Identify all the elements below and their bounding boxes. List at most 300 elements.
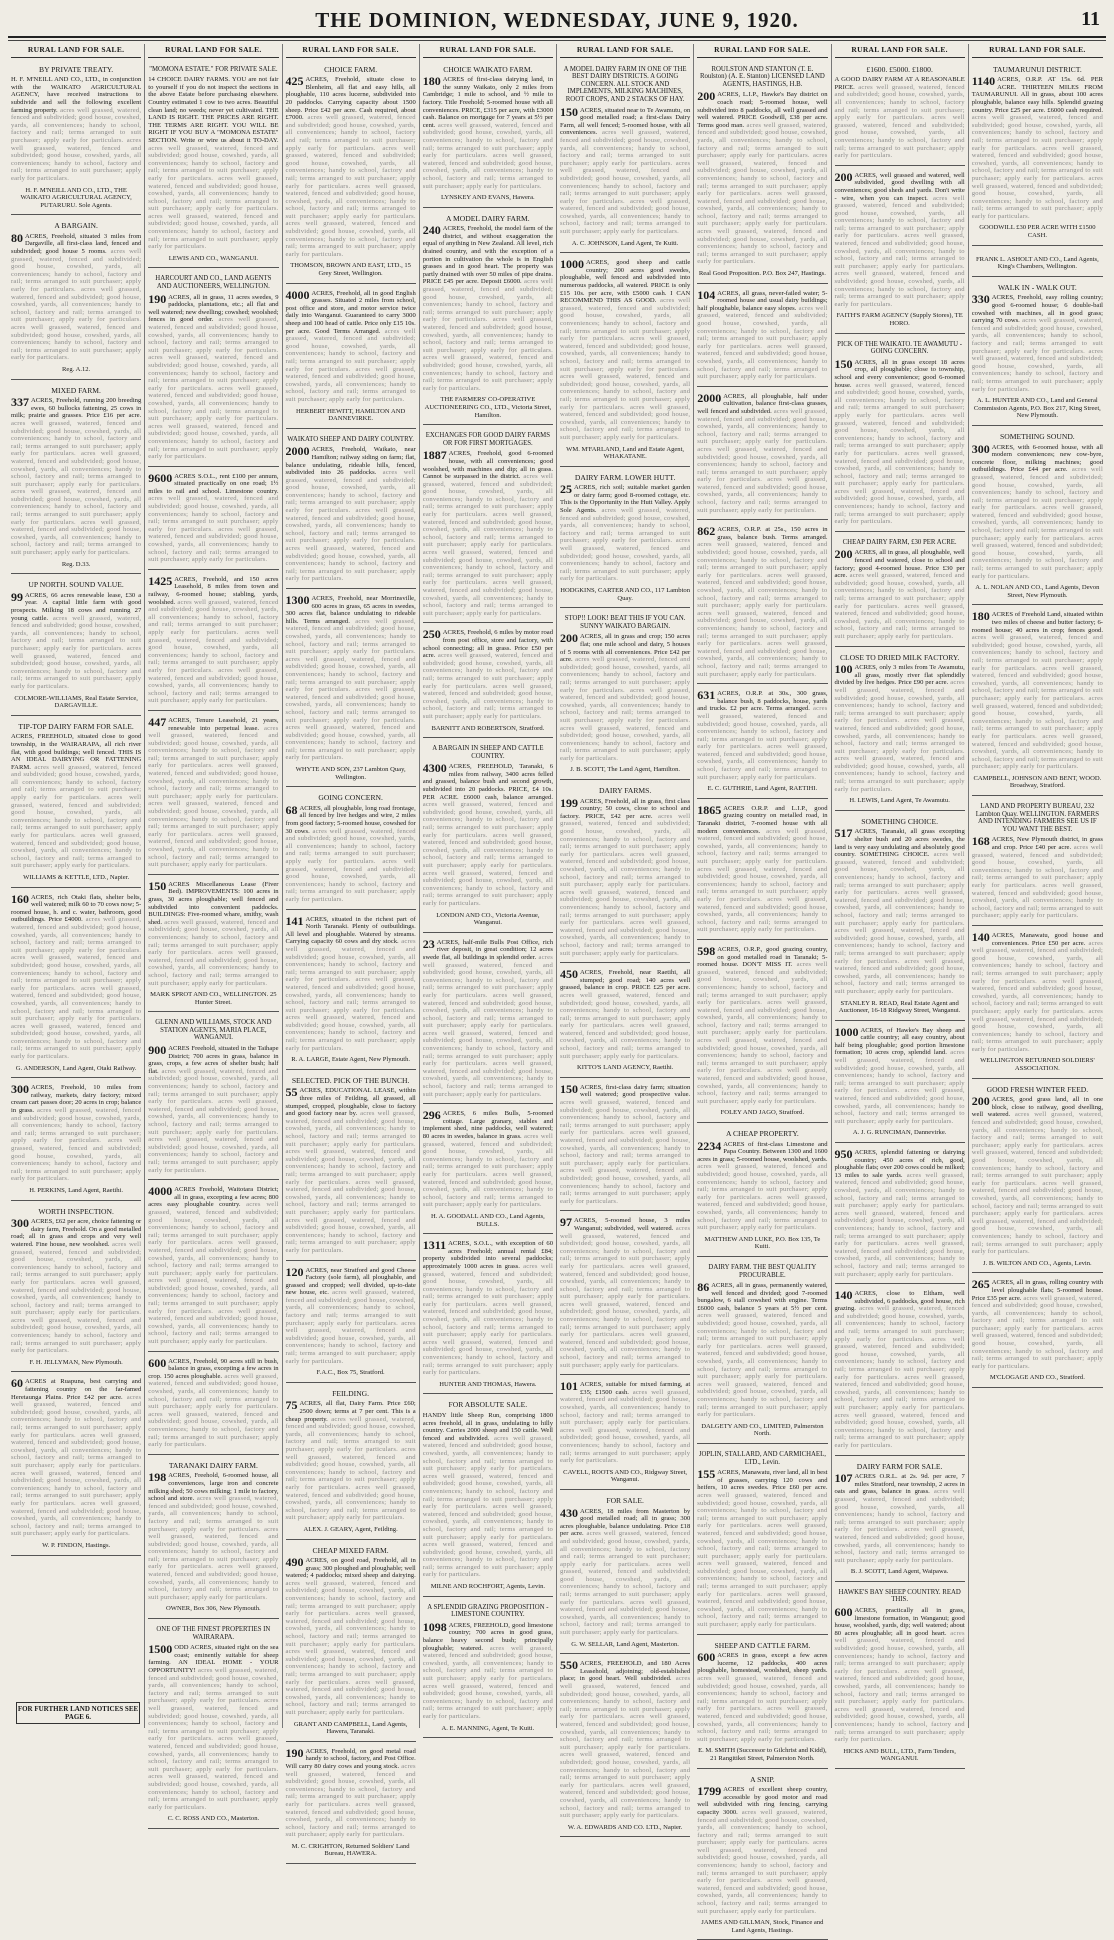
ad-acreage: 168 bbox=[971, 834, 990, 849]
ad-heading: SOMETHING SOUND. bbox=[1000, 431, 1075, 441]
ad-filler-text: acres well grassed, watered, fenced and subdivided; good house, cowshed, yards, all conveniences; handy to school, factory and rail; terms arranged to suit purchaser; apply early for particulars. acres well grassed, watered, fenced and subdivided; good house, cowshed, yards, all conveniences; handy to school, factory and rail; terms arranged to suit purchaser; apply early for particulars. bbox=[560, 507, 691, 583]
ad-filler-text: acres well grassed, watered, fenced and subdivided; good house, cowshed, yards, all conveniences; handy to school, factory and rail; terms arranged to suit purchaser; apply early for particulars. acres well grassed, watered, fenced and subdivided; good house, cowshed, yards, all conveniences; handy to school, factory and rail; terms arranged to suit purchaser; apply early for particulars. acres well grassed, watered, fenced and subdivided; good house, cowshed, yards, all conveniences; handy to school, factory and rail; terms arranged to suit purchaser; apply early for particulars. acres well grassed, watered, fenced and subdivided; good house, cowshed, yards, all conveniences; handy to school, factory and rail; terms arranged to suit purchaser; apply early for particulars. bbox=[285, 1579, 416, 1716]
ad-acreage: 550 bbox=[560, 1658, 578, 1673]
ad-signature: COLMORE-WILLIAMS, Real Estate Service, DARGAVILLE. bbox=[14, 694, 138, 710]
classified-ad bbox=[423, 1600, 553, 1739]
ad-heading: A BARGAIN. bbox=[54, 221, 98, 231]
ad-text: ACRES, Freehold, the model farm of the district, and without exaggeration the equal of anything in New Zealand. All level, rich drained country, and with the exception of a portion in cultivation the whole is in English grasses and in good heart. The property was partly drained with over 50 miles of pipe drains. PRICE £45 per acre. Deposit £6000. bbox=[422, 225, 553, 286]
ad-text: ACRES, half-mile Bulls Post Office, rich river deposit, in great condition; 12 acres swede flat, all buildings in splendid order. bbox=[422, 938, 553, 961]
ad-filler-text: acres well grassed, watered, fenced and subdivided; good house, cowshed, yards, all conveniences; handy to school, factory and rail; terms arranged to suit purchaser; apply early for particulars. acres well grassed, watered, fenced and subdivided; good house, cowshed, yards, all conveniences; handy to school, factory and rail; terms arranged to suit purchaser; apply early for particulars. acres well grassed, watered, fenced and subdivided; good house, cowshed, yards, all conveniences; handy to school, factory and rail; terms arranged to suit purchaser; apply early for particulars. acres well grassed, watered, fenced and subdivided; good house, cowshed, yards, all conveniences; handy to school, factory and rail; terms arranged to suit purchaser; apply early for particulars. bbox=[148, 316, 279, 461]
ad-body bbox=[285, 802, 416, 904]
ad-body bbox=[697, 1282, 827, 1419]
ad-signature: LYNSKEY AND EVANS, Hawera. bbox=[441, 194, 535, 202]
ad-acreage: 140 bbox=[834, 1288, 853, 1303]
ad-signature: Real Good Proposition. P.O. Box 247, Hastings. bbox=[698, 270, 826, 278]
ad-signature: F.A.C., Box 75, Stratford. bbox=[316, 1369, 385, 1377]
classified-ad bbox=[835, 814, 965, 1021]
ad-signature: A. C. JOHNSON, Land Agent, Te Kuiti. bbox=[571, 239, 679, 247]
ad-filler-text: acres well grassed, watered, fenced and subdivided; good house, cowshed, yards, all conveniences; handy to school, factory and rail; terms arranged to suit purchaser; apply early for particulars. acres well grassed, watered, fenced and subdivided; good house, cowshed, yards, all conveniences; handy to school, factory and rail; terms arranged to suit purchaser; apply early for particulars. acres well grassed, watered, fenced and subdivided; good house, cowshed, yards, all conveniences; handy to school, factory and rail; terms arranged to suit purchaser; apply early for particulars. acres well grassed, watered, fenced and subdivided; good house, cowshed, yards, all conveniences; handy to school, factory and rail; terms arranged to suit purchaser; apply early for particulars. bbox=[285, 114, 416, 258]
ad-body bbox=[835, 1607, 965, 1744]
classified-ad bbox=[835, 1287, 965, 1455]
ad-text: ACRES, Freehold, near Morrinsville, 600 acres in grass, 65 acres in swedes, 300 acres flat, balance undulating to rideable hills. Terms arranged. bbox=[285, 595, 416, 625]
ad-filler-text: acres well grassed, watered, fenced and subdivided; good house, cowshed, yards, all conveniences; handy to school, factory and rail; terms arranged to suit purchaser; apply early for particulars. acres well grassed, watered, fenced and subdivided; good house, cowshed, yards, all conveniences; handy to school, factory and rail; terms arranged to suit purchaser; apply early for particulars. acres well grassed, watered, fenced and subdivided; good house, cowshed, yards, all conveniences; handy to school, factory and rail; terms arranged to suit purchaser; apply early for particulars. acres well grassed, watered, fenced and subdivided; good house, cowshed, yards, all conveniences; handy to school, factory and rail; terms arranged to suit purchaser; apply early for particulars. bbox=[285, 617, 416, 762]
ad-acreage: 200 bbox=[560, 631, 578, 646]
ad-filler-text: acres well grassed, watered, fenced and subdivided; good house, cowshed, yards, all conveniences; handy to school, factory and rail; terms arranged to suit purchaser; apply early for particulars. acres well grassed, watered, fenced and subdivided; good house, cowshed, yards, all conveniences; handy to school, factory and rail; terms arranged to suit purchaser; apply early for particulars. acres well grassed, watered, fenced and subdivided; good house, cowshed, yards, all conveniences; handy to school, factory and rail; terms arranged to suit purchaser; apply early for particulars. bbox=[697, 1808, 828, 1915]
ad-acreage: 1000 bbox=[560, 257, 584, 272]
ad-signature: R. A. LARGE, Estate Agent, New Plymouth. bbox=[291, 1056, 411, 1064]
ad-body bbox=[697, 1652, 827, 1743]
classified-ad bbox=[286, 592, 416, 787]
classified-ad bbox=[697, 1260, 827, 1444]
ad-filler-text: acres well grassed, watered, fenced and subdivided; good house, cowshed, yards, all conveniences; handy to school, factory and rail; terms arranged to suit purchaser; apply early for particulars. acres well grassed, watered, fenced and subdivided; good house, cowshed, yards, all conveniences; handy to school, factory and rail; terms arranged to suit purchaser; apply early for particulars. acres well grassed, watered, fenced and subdivided; good house, cowshed, yards, all conveniences; handy to school, factory and rail; terms arranged to suit purchaser; apply early for particulars. acres well grassed, watered, fenced and subdivided; good house, cowshed, yards, all conveniences; handy to school, factory and rail; terms arranged to suit purchaser; apply early for particulars. bbox=[11, 916, 142, 1061]
ad-filler-text: acres well grassed, watered, fenced and subdivided; good house, cowshed, yards, all conveniences; handy to school, factory and rail; terms arranged to suit purchaser; apply early for particulars. acres well grassed, watered, fenced and subdivided; good house, cowshed, yards, all conveniences; handy to school, factory and rail; terms arranged to suit purchaser; apply early for particulars. acres well grassed, watered, fenced and subdivided; good house, cowshed, yards, all conveniences; handy to school, factory and rail; terms arranged to suit purchaser; apply early for particulars. acres well grassed, watered, fenced and subdivided; good house, cowshed, yards, all conveniences; handy to school, factory and rail; terms arranged to suit purchaser; apply early for particulars. bbox=[971, 634, 1103, 771]
ad-signature: G. W. SELLAR, Land Agent, Masterton. bbox=[571, 1640, 679, 1648]
ad-acreage: 337 bbox=[11, 395, 29, 410]
ad-filler-text: acres well grassed, watered, fenced and subdivided; good house, cowshed, yards, all conveniences; handy to school, factory and rail; terms arranged to suit purchaser; apply early for particulars. acres well grassed, watered, fenced and subdivided; good house, cowshed, yards, all conveniences; handy to school, factory and rail; terms arranged to suit purchaser; apply early for particulars. bbox=[971, 1294, 1103, 1370]
ad-heading: LAND AND PROPERTY BUREAU, 232 Lambton Quay. WELLINGTON. FARMERS AND INTENDING FARMERS SEE US IF YOU WANT THE BEST. bbox=[975, 803, 1099, 833]
ad-acreage: 862 bbox=[697, 524, 716, 539]
classified-ad bbox=[148, 714, 278, 875]
classified-ad bbox=[560, 256, 690, 466]
ad-heading: A MODEL DAIRY FARM IN ONE OF THE BEST DAIRY DISTRICTS. A GOING CONCERN. ALL STOCK AND IMPLEMENTS, MILKING MACHINES, ROOT CROPS, AND 2 STACKS OF HAY. bbox=[563, 65, 687, 103]
ad-text: A GOOD DAIRY FARM AT A REASONABLE PRICE. bbox=[834, 76, 965, 91]
ad-filler-text: acres well grassed, watered, fenced and subdivided; good house, cowshed, yards, all conveniences; handy to school, factory and rail; terms arranged to suit purchaser; apply early for particulars. acres well grassed, watered, fenced and subdivided; good house, cowshed, yards, all conveniences; handy to school, factory and rail; terms arranged to suit purchaser; apply early for particulars. bbox=[148, 495, 279, 564]
classified-ad bbox=[148, 1355, 278, 1455]
ad-signature: A. J. G. RUNCIMAN, Dannevirke. bbox=[852, 1129, 947, 1137]
ad-body bbox=[972, 1096, 1103, 1255]
ad-body bbox=[148, 878, 279, 987]
ad-body bbox=[972, 294, 1103, 393]
classified-ad bbox=[423, 741, 553, 933]
ad-heading: A SNIP. bbox=[750, 1774, 775, 1784]
ad-acreage: 9600 bbox=[148, 470, 173, 485]
ad-filler-text: acres well grassed, watered, fenced and subdivided; good house, cowshed, yards, all conveniences; handy to school, factory and rail; terms arranged to suit purchaser; apply early for particulars. acres well grassed, watered, fenced and subdivided; good house, cowshed, yards, all conveniences; handy to school, factory and rail; terms arranged to suit purchaser; apply early for particulars. bbox=[560, 991, 691, 1060]
ad-body bbox=[148, 573, 279, 705]
section-header: RURAL LAND FOR SALE. bbox=[835, 44, 965, 58]
classified-ad bbox=[148, 1458, 278, 1619]
classified-ad bbox=[286, 1745, 416, 1864]
ad-signature: WM. M'FARLAND, Land and Estate Agent, WHAKATANE. bbox=[566, 445, 685, 461]
ad-signature: E. C. GUTHRIE, Land Agent, RAETIHI. bbox=[707, 785, 818, 793]
classified-ad bbox=[972, 429, 1103, 605]
ad-filler-text: acres well grassed, watered, fenced and subdivided; good house, cowshed, yards, all conveniences; handy to school, factory and rail; terms arranged to suit purchaser; apply early for particulars. acres well grassed, watered, fenced and subdivided; good house, cowshed, yards, all conveniences; handy to school, factory and rail; terms arranged to suit purchaser; apply early for particulars. bbox=[697, 304, 828, 381]
classified-ad bbox=[286, 913, 416, 1070]
ad-signature: ALEX. J. GEARY, Agent, Feilding. bbox=[303, 1525, 398, 1533]
ad-acreage: 600 bbox=[834, 1605, 853, 1620]
ad-heading: A BARGAIN IN SHEEP AND CATTLE COUNTRY. bbox=[432, 745, 544, 760]
ad-filler-text: acres well grassed, watered, fenced and subdivided; good house, cowshed, yards, all conveniences; handy to school, factory and rail; terms arranged to suit purchaser; apply early for particulars. acres well grassed, watered, fenced and subdivided; good house, cowshed, yards, all conveniences; handy to school, factory and rail; terms arranged to suit purchaser; apply early for particulars. acres well grassed, watered, fenced and subdivided; good house, cowshed, yards, all conveniences; handy to school, factory and rail; terms arranged to suit purchaser; apply early for particulars. acres well grassed, watered, fenced and subdivided; good house, cowshed, yards, all conveniences; handy to school, factory and rail; terms arranged to suit purchaser; apply early for particulars. bbox=[422, 953, 554, 1098]
ad-signature: JAMES AND GILLMAN, Stock, Finance and Land Agents, Hastings. bbox=[701, 1919, 824, 1934]
ad-text: ACRES, Manawatu, good house and conveniences. Price £50 per acre. bbox=[991, 931, 1103, 947]
masthead-title: THE DOMINION, WEDNESDAY, JUNE 9, 1920. bbox=[315, 8, 799, 32]
ad-text: 14 CHOICE DAIRY FARMS. YOU are not fair to yourself if you do not inspect the sections in the above Estate before purchasing elsewhere. Country estimated 1 cow to two acres. Beautiful clean land; no weeds; never yet cultivated. THE LAND IS RIGHT. THE PRICES ARE RIGHT. THE TERMS ARE RIGHT. YOU WILL BE RIGHT IF YOU BUY A "MOMONA ESTATE" SECTION. Write or wire us about it TO-DAY. bbox=[148, 76, 279, 144]
ad-body bbox=[422, 1619, 553, 1721]
classified-ad bbox=[148, 470, 278, 570]
ad-heading: JOPLIN, STALLARD, AND CARMICHAEL, LTD., Levin. bbox=[698, 1450, 826, 1466]
classified-ad bbox=[560, 1214, 690, 1375]
ad-signature: G. ANDERSON, Land Agent, Otaki Railway. bbox=[15, 1064, 137, 1072]
ad-filler-text: acres well grassed, watered, fenced and subdivided; good house, cowshed, yards, all conveniences; handy to school, factory and rail; terms arranged to suit purchaser; apply early for particulars. acres well grassed, watered, fenced and subdivided; good house, cowshed, yards, all conveniences; handy to school, factory and rail; terms arranged to suit purchaser; apply early for particulars. acres well grassed, watered, fenced and subdivided; good house, cowshed, yards, all conveniences; handy to school, factory and rail; terms arranged to suit purchaser; apply early for particulars. bbox=[560, 1530, 691, 1637]
ad-heading: UP NORTH. SOUND VALUE. bbox=[28, 580, 124, 590]
ad-heading: TAUMARUNUI DISTRICT. bbox=[993, 64, 1082, 74]
ad-body bbox=[697, 802, 828, 934]
ad-heading: CHEAP MIXED FARM. bbox=[312, 1545, 389, 1555]
ad-body bbox=[697, 526, 827, 678]
ad-heading: DAIRY FARM. THE BEST QUALITY PROCURABLE. bbox=[708, 1263, 817, 1279]
ad-text: ACRES, only 3 miles from Te Awamutu, all grass, mostly river flat splendidly divided by live hedges. Price £90 per acre. bbox=[834, 664, 965, 687]
ad-signature: FRANK L. ASHOLT AND CO., Land Agents, King's Chambers, Wellington. bbox=[976, 255, 1099, 271]
ad-text: ACRES, L.I.P., Hawke's Bay district on coach road; 5-roomed house, well subdivided into 8 paddocks, all well grassed and well watered. PRICE Goodwill, £38 per acre. Terms good man. bbox=[697, 91, 828, 129]
ad-text: ACRES, 6 miles Bulls, 5-roomed cottage. Large granary, stables and implement shed, nine paddocks, well watered; 80 acres in swedes, balance in grass. bbox=[422, 1110, 553, 1140]
ad-body bbox=[560, 795, 691, 957]
ad-filler-text: acres well grassed, watered, fenced and subdivided; good house, cowshed, yards, all conveniences; handy to school, factory and rail; terms arranged to suit purchaser; apply early for particulars. acres well grassed, watered, fenced and subdivided; good house, cowshed, yards, all conveniences; handy to school, factory and rail; terms arranged to suit purchaser; apply early for particulars. bbox=[422, 1644, 553, 1720]
ad-signature: THE FARMERS' CO-OPERATIVE AUCTIONEERING CO., LTD., Victoria Street, Hamilton. bbox=[424, 396, 552, 419]
ad-filler-text: acres well grassed, watered, fenced and subdivided; good house, cowshed, yards, all conveniences; handy to school, factory and rail; terms arranged to suit purchaser; apply early for particulars. acres well grassed, watered, fenced and subdivided; good house, cowshed, yards, all conveniences; handy to school, factory and rail; terms arranged to suit purchaser; apply early for particulars. bbox=[285, 1289, 416, 1365]
classified-ad bbox=[148, 62, 278, 269]
ad-body bbox=[148, 714, 279, 869]
ad-body bbox=[11, 230, 142, 362]
ad-filler-text: acres well grassed, watered, fenced and subdivided; good house, cowshed, yards, all conveniences; handy to school, factory and rail; terms arranged to suit purchaser; apply early for particulars. acres well grassed, watered, fenced and subdivided; good house, cowshed, yards, all conveniences; handy to school, factory and rail; terms arranged to suit purchaser; apply early for particulars. acres well grassed, watered, fenced and subdivided; good house, cowshed, yards, all conveniences; handy to school, factory and rail; terms arranged to suit purchaser; apply early for particulars. bbox=[697, 407, 828, 514]
ad-filler-text: acres well grassed, watered, fenced and subdivided; good house, cowshed, yards, all conveniences; handy to school, factory and rail; terms arranged to suit purchaser; apply early for particulars. acres well grassed, watered, fenced and subdivided; good house, cowshed, yards, all conveniences; handy to school, factory and rail; terms arranged to suit purchaser; apply early for particulars. acres well grassed, watered, fenced and subdivided; good house, cowshed, yards, all conveniences; handy to school, factory and rail; terms arranged to suit purchaser; apply early for particulars. acres well grassed, watered, fenced and subdivided; good house, cowshed, yards, all conveniences; handy to school, factory and rail; terms arranged to suit purchaser; apply early for particulars. bbox=[148, 724, 279, 869]
ad-acreage: 150 bbox=[560, 1081, 578, 1096]
ad-filler-text: acres well grassed, watered, fenced and subdivided; good house, cowshed, yards, all conveniences; handy to school, factory and rail; terms arranged to suit purchaser; apply early for particulars. acres well grassed, watered, fenced and subdivided; good house, cowshed, yards, all conveniences; handy to school, factory and rail; terms arranged to suit purchaser; apply early for particulars. bbox=[11, 1107, 142, 1183]
classified-ad bbox=[286, 1386, 416, 1540]
ad-filler-text: acres well grassed, watered, fenced and subdivided; good house, cowshed, yards, all conveniences; handy to school, factory and rail; terms arranged to suit purchaser; apply early for particulars. acres well grassed, watered, fenced and subdivided; good house, cowshed, yards, all conveniences; handy to school, factory and rail; terms arranged to suit purchaser; apply early for particulars. acres well grassed, watered, fenced and subdivided; good house, cowshed, yards, all conveniences; handy to school, factory and rail; terms arranged to suit purchaser; apply early for particulars. acres well grassed, watered, fenced and subdivided; good house, cowshed, yards, all conveniences; handy to school, factory and rail; terms arranged to suit purchaser; apply early for particulars. bbox=[560, 1224, 691, 1369]
ad-acreage: 1098 bbox=[422, 1619, 447, 1634]
ad-text: ACRES, Freehold, all in good English grasses. Situated 2 miles from school, post office and store, and motor service twice daily into Wanganui. Guaranteed to carry 3000 sheep and 100 head of cattle. Price only £15 10s. per acre. Good Terms Arranged. bbox=[285, 289, 416, 335]
ad-text: ACRES of excellent sheep country, accessible by good motor and road well subdivided with ring fencing, carrying capacity 3000. bbox=[697, 1786, 828, 1816]
ad-heading: CHEAP DAIRY FARM, £30 PER ACRE. bbox=[842, 538, 957, 546]
ad-body bbox=[148, 1355, 279, 1449]
classified-ad bbox=[560, 966, 690, 1078]
classified-ad bbox=[835, 1146, 965, 1284]
ad-text: ACRES, good grass land, all in one block, close to railway, good dwelling, well watered. bbox=[971, 1096, 1103, 1119]
classified-ad bbox=[148, 878, 278, 1013]
ad-signature: M. C. CRIGHTON, Returned Soldiers' Land Bureau, HAWERA. bbox=[291, 1842, 410, 1858]
ad-acreage: 1865 bbox=[697, 802, 722, 817]
ad-signature: BARNITT AND ROBERTSON, Stratford. bbox=[431, 724, 545, 732]
ad-acreage: 430 bbox=[560, 1505, 578, 1520]
ad-text: ACRES, situated in the richest part of North Taranaki. Plenty of outbuildings. All level and ploughable. Watered by streams. Carrying capacity 60 cows and dry stock. bbox=[285, 915, 416, 946]
ad-filler-text: acres well grassed, watered, fenced and subdivided; good house, cowshed, yards, all conveniences; handy to school, factory and rail; terms arranged to suit purchaser; apply early for particulars. acres well grassed, watered, fenced and subdivided; good house, cowshed, yards, all conveniences; handy to school, factory and rail; terms arranged to suit purchaser; apply early for particulars. acres well grassed, watered, fenced and subdivided; good house, cowshed, yards, all conveniences; handy to school, factory and rail; terms arranged to suit purchaser; apply early for particulars. bbox=[11, 248, 142, 362]
ad-acreage: 4000 bbox=[285, 287, 310, 302]
ad-heading: GOOD FRESH WINTER FEED. bbox=[986, 1084, 1089, 1094]
ad-heading: A SPLENDID GRAZING PROPOSITION - LIMESTONE COUNTRY. bbox=[427, 1603, 549, 1619]
ad-signature: WHYTE AND SON, 237 Lambton Quay, Wellington. bbox=[295, 766, 406, 781]
ad-filler-text: acres well grassed, watered, fenced and subdivided; good house, cowshed, yards, all conveniences; handy to school, factory and rail; terms arranged to suit purchaser; apply early for particulars. acres well grassed, watered, fenced and subdivided; good house, cowshed, yards, all conveniences; handy to school, factory and rail; terms arranged to suit purchaser; apply early for particulars. acres well grassed, watered, fenced and subdivided; good house, cowshed, yards, all conveniences; handy to school, factory and rail; terms arranged to suit purchaser; apply early for particulars. acres well grassed, watered, fenced and subdivided; good house, cowshed, yards, all conveniences; handy to school, factory and rail; terms arranged to suit purchaser; apply early for particulars. bbox=[697, 961, 828, 1105]
classified-ad bbox=[286, 790, 416, 909]
classified-ad bbox=[423, 62, 553, 208]
ad-text: ACRES, FREEHOLD, good limestone country; 700 acres in good grass, balance heavy second bush; principally ploughable; watered. bbox=[422, 1621, 553, 1652]
classified-ad bbox=[11, 218, 141, 379]
ad-text: ACRES, all in grass, rolling country with level ploughable flats; 5-roomed house. Price £35 per acre. bbox=[971, 1279, 1103, 1302]
classified-ad bbox=[972, 249, 1103, 277]
classified-ad bbox=[697, 287, 827, 387]
ad-heading: FEILDING. bbox=[332, 1388, 370, 1398]
ad-signature: H. F. M'NEILL AND CO., LTD., THE WAIKATO AGRICULTURAL AGENCY, PUTARURU. Sole Agents. bbox=[20, 186, 132, 209]
ad-acreage: 140 bbox=[971, 929, 990, 944]
classified-ad bbox=[11, 577, 141, 716]
section-header: RURAL LAND FOR SALE. bbox=[972, 44, 1103, 58]
classified-ad bbox=[972, 1276, 1103, 1388]
ad-heading: HAWKE'S BAY SHEEP COUNTRY. READ THIS. bbox=[838, 1588, 961, 1604]
ad-body bbox=[423, 629, 553, 720]
section-header: RURAL LAND FOR SALE. bbox=[697, 44, 827, 58]
classified-ad bbox=[286, 432, 416, 589]
ad-text: ACRES, EDUCATIONAL LEASE, within three miles of Feilding, all grassed, all stumped, cropped, ploughable, close to factory and good factory near by. bbox=[285, 1087, 416, 1118]
ad-filler-text: acres well grassed, watered, fenced and subdivided; good house, cowshed, yards, all conveniences; handy to school, factory and rail; terms arranged to suit purchaser; apply early for particulars. acres well grassed, watered, fenced and subdivided; good house, cowshed, yards, all conveniences; handy to school, factory and rail; terms arranged to suit purchaser; apply early for particulars. acres well grassed, watered, fenced and subdivided; good house, cowshed, yards, all conveniences; handy to school, factory and rail; terms arranged to suit purchaser; apply early for particulars. acres well grassed, watered, fenced and subdivided; good house, cowshed, yards, all conveniences; handy to school, factory and rail; terms arranged to suit purchaser; apply early for particulars. bbox=[422, 1434, 553, 1579]
ad-filler-text: acres well grassed, watered, fenced and subdivided; good house, cowshed, yards, all conveniences; handy to school, factory and rail; terms arranged to suit purchaser; apply early for particulars. acres well grassed, watered, fenced and subdivided; good house, cowshed, yards, all conveniences; handy to school, factory and rail; terms arranged to suit purchaser; apply early for particulars. acres well grassed, watered, fenced and subdivided; good house, cowshed, yards, all conveniences; handy to school, factory and rail; terms arranged to suit purchaser; apply early for particulars. bbox=[422, 801, 553, 907]
classified-ad bbox=[560, 1657, 690, 1837]
ad-signature: HUNTER AND THOMAS, Hawera. bbox=[439, 1380, 537, 1388]
column-5 bbox=[557, 44, 694, 1831]
ad-heading: GLENN AND WILLIAMS, STOCK AND STATION AGENTS, MARIA PLACE, WANGANUI. bbox=[155, 1019, 272, 1042]
column-3 bbox=[283, 44, 420, 1858]
ad-body bbox=[285, 1745, 416, 1839]
classified-ad bbox=[697, 1772, 827, 1940]
ad-body bbox=[286, 1557, 416, 1716]
ad-text: ACRES, 66 acres renewable lease, £30 a year. A capital little farm with good prospects. Milking 18 cows and running 27 young cattle. bbox=[11, 591, 142, 622]
ad-text: ACRES, situated near to Te Awamutu, on good metalled road; a first-class Dairy Farm, all well fenced; 5-roomed house, with all conveniences. bbox=[560, 106, 691, 137]
ad-acreage: 296 bbox=[422, 1108, 441, 1123]
classified-ad bbox=[560, 1081, 690, 1212]
ad-body bbox=[285, 1264, 416, 1366]
section-header: RURAL LAND FOR SALE. bbox=[11, 44, 141, 58]
ad-heading: A CHEAP PROPERTY. bbox=[725, 1129, 799, 1138]
ad-filler-text: acres well grassed, watered, fenced and subdivided; good house, cowshed, yards, all conveniences; handy to school, factory and rail; terms arranged to suit purchaser; apply early for particulars. acres well grassed, watered, fenced and subdivided; good house, cowshed, yards, all conveniences; handy to school, factory and rail; terms arranged to suit purchaser; apply early for particulars. acres well grassed, watered, fenced and subdivided; good house, cowshed, yards, all conveniences; handy to school, factory and rail; terms arranged to suit purchaser; apply early for particulars. bbox=[11, 1240, 142, 1355]
ad-body bbox=[834, 1024, 965, 1126]
ad-filler-text: acres well grassed, watered, fenced and subdivided; good house, cowshed, yards, all conveniences; handy to school, factory and rail; terms arranged to suit purchaser; apply early for particulars. acres well grassed, watered, fenced and subdivided; good house, cowshed, yards, all conveniences; handy to school, factory and rail; terms arranged to suit purchaser; apply early for particulars. acres well grassed, watered, fenced and subdivided; good house, cowshed, yards, all conveniences; handy to school, factory and rail; terms arranged to suit purchaser; apply early for particulars. bbox=[148, 598, 279, 705]
ad-filler-text: acres well grassed, watered, fenced and subdivided; good house, cowshed, yards, all conveniences; handy to school, factory and rail; terms arranged to suit purchaser; apply early for particulars. acres well grassed, watered, fenced and subdivided; good house, cowshed, yards, all conveniences; handy to school, factory and rail; terms arranged to suit purchaser; apply early for particulars. acres well grassed, watered, fenced and subdivided; good house, cowshed, yards, all conveniences; handy to school, factory and rail; terms arranged to suit purchaser; apply early for particulars. bbox=[285, 1415, 416, 1522]
ad-text: ACRES, rich Otaki flats, shelter belts, well watered; milk 60 to 70 cows now; 5-roomed house, h. and c. water, bathroom, good outbuildings. Price £4000. bbox=[11, 893, 142, 924]
ad-acreage: 631 bbox=[697, 688, 716, 703]
ad-body bbox=[285, 913, 416, 1053]
ad-filler-text: acres well grassed, watered, fenced and subdivided; good house, cowshed, yards, all conveniences; handy to school, factory and rail; terms arranged to suit purchaser; apply early for particulars. acres well grassed, watered, fenced and subdivided; good house, cowshed, yards, all conveniences; handy to school, factory and rail; terms arranged to suit purchaser; apply early for particulars. acres well grassed, watered, fenced and subdivided; good house, cowshed, yards, all conveniences; handy to school, factory and rail; terms arranged to suit purchaser; apply early for particulars. bbox=[148, 144, 279, 251]
ad-body bbox=[11, 1378, 141, 1537]
ad-filler-text: acres well grassed, watered, fenced and subdivided; good house, cowshed, yards, all conveniences; handy to school, factory and rail; terms arranged to suit purchaser; apply early for particulars. acres well grassed, watered, fenced and subdivided; good house, cowshed, yards, all conveniences; handy to school, factory and rail; terms arranged to suit purchaser; apply early for particulars. acres well grassed, watered, fenced and subdivided; good house, cowshed, yards, all conveniences; handy to school, factory and rail; terms arranged to suit purchaser; apply early for particulars. acres well grassed, watered, fenced and subdivided; good house, cowshed, yards, all conveniences; handy to school, factory and rail; terms arranged to suit purchaser; apply early for particulars. bbox=[148, 1201, 279, 1346]
ad-signature: FAITH'S FARM AGENCY (Supply Stores), TE HORO. bbox=[836, 312, 963, 327]
ad-text: ACRES, 18 miles from Masterton by good metalled road; all in grass; 300 acres ploughable, balance undulating. Price £18 per acre. bbox=[560, 1507, 691, 1538]
ad-text: ACRES, Freehold, situate close to Blenheim, all flat and easy hills, all ploughable, 110 acres lucerne, subdivided into 20 paddocks. Carrying capacity about 1500 sheep. Price £42 per acre. Cash required, about £7000. bbox=[285, 76, 416, 122]
ad-body bbox=[148, 1186, 278, 1345]
ad-signature: OWNER, Box 306, New Plymouth. bbox=[166, 1605, 261, 1613]
ad-filler-text: acres well grassed, watered, fenced and subdivided; good house, cowshed, yards, all conveniences; handy to school, factory and rail; terms arranged to suit purchaser; apply early for particulars. acres well grassed, watered, fenced and subdivided; good house, cowshed, yards, all conveniences; handy to school, factory and rail; terms arranged to suit purchaser; apply early for particulars. bbox=[834, 1488, 965, 1564]
ad-body bbox=[971, 441, 1103, 581]
ad-text: ACRES, all ploughable, long road frontage, all fenced by live hedges and wire, 2 miles from good factory; 5-roomed house, cowshed for 30 cows. bbox=[285, 804, 416, 835]
ad-text: ACRES, near Stratford and good Cheese Factory (sole farm), all ploughable, and grassed and cropped; well divided, up-to-date new house, etc. bbox=[285, 1266, 416, 1297]
ad-filler-text: acres well grassed, watered, fenced and subdivided; good house, cowshed, yards, all conveniences; handy to school, factory and rail; terms arranged to suit purchaser; apply early for particulars. acres well grassed, watered, fenced and subdivided; good house, cowshed, yards, all conveniences; handy to school, factory and rail; terms arranged to suit purchaser; apply early for particulars. acres well grassed, watered, fenced and subdivided; good house, cowshed, yards, all conveniences; handy to school, factory and rail; terms arranged to suit purchaser; apply early for particulars. acres well grassed, watered, fenced and subdivided; good house, cowshed, yards, all conveniences; handy to school, factory and rail; terms arranged to suit purchaser; apply early for particulars. bbox=[560, 812, 691, 957]
classified-ad bbox=[697, 943, 827, 1123]
ad-acreage: 60 bbox=[11, 1376, 23, 1391]
ad-acreage: 107 bbox=[834, 1471, 853, 1486]
ad-body bbox=[560, 1081, 691, 1206]
ad-acreage: 1799 bbox=[697, 1784, 722, 1799]
newspaper-page bbox=[8, 6, 1106, 1934]
ad-acreage: 99 bbox=[11, 589, 23, 604]
classified-ad bbox=[697, 687, 827, 799]
classified-ad bbox=[423, 936, 553, 1104]
ad-acreage: 300 bbox=[11, 1082, 29, 1097]
ad-body bbox=[835, 828, 965, 995]
classified-ad bbox=[835, 1459, 965, 1582]
ad-acreage: 80 bbox=[11, 230, 23, 245]
ad-text: ACRES, all in grass, all ploughable, well fenced and watered, close to school and factory; good 4-roomed house. Price £30 per acre. bbox=[834, 549, 965, 580]
classified-ad bbox=[697, 1638, 827, 1769]
ad-text: ACRES, Freehold, running 200 breeding ewes, 60 bullocks fattening, 25 cows in milk; prairie and grasses. Price £16 per acre. bbox=[11, 397, 142, 420]
further-notices-box: FOR FURTHER LAND NOTICES SEE PAGE 6. bbox=[16, 1702, 140, 1724]
ad-filler-text: acres well grassed, watered, fenced and subdivided; good house, cowshed, yards, all conveniences; handy to school, factory and rail; terms arranged to suit purchaser; apply early for particulars. acres well grassed, watered, fenced and subdivided; good house, cowshed, yards, all conveniences; handy to school, factory and rail; terms arranged to suit purchaser; apply early for particulars. bbox=[148, 918, 279, 987]
ad-acreage: 1300 bbox=[285, 593, 310, 607]
ad-text: ACRES, well grassed and watered, well subdivided, good dwelling with all conveniences; good sheds and yards. Don't write - wire, when you can inspect. bbox=[834, 171, 965, 202]
ad-signature: A. E. MANNING, Agent, Te Kuiti. bbox=[441, 1724, 535, 1732]
classified-ad bbox=[286, 1264, 416, 1383]
classified-ad bbox=[423, 1397, 553, 1596]
ad-acreage: 190 bbox=[285, 1745, 304, 1760]
classified-ad bbox=[560, 1378, 690, 1490]
ad-signature: KITTO'S LAND AGENCY, Raetihi. bbox=[576, 1064, 674, 1072]
ad-acreage: 1500 bbox=[148, 1642, 173, 1657]
ad-heading: TARANAKI DAIRY FARM. bbox=[168, 1460, 258, 1470]
ad-text: ACRES Freehold, Waitotara District; all in grass, excepting a few acres; 800 acres easy ploughable country. bbox=[148, 1186, 279, 1209]
ad-signature: LEWIS AND CO., WANGANUI. bbox=[168, 254, 258, 262]
ad-filler-text: acres well grassed, watered, fenced and subdivided; good house, cowshed, yards, all conveniences; handy to school, factory and rail; terms arranged to suit purchaser; apply early for particulars. acres well grassed, watered, fenced and subdivided; good house, cowshed, yards, all conveniences; handy to school, factory and rail; terms arranged to suit purchaser; apply early for particulars. acres well grassed, watered, fenced and subdivided; good house, cowshed, yards, all conveniences; handy to school, factory and rail; terms arranged to suit purchaser; apply early for particulars. bbox=[11, 763, 142, 870]
classified-ad bbox=[11, 383, 141, 575]
ad-body bbox=[148, 291, 279, 461]
ad-acreage: 104 bbox=[697, 287, 716, 302]
ad-acreage: 300 bbox=[11, 1216, 29, 1231]
ad-filler-text: acres well grassed, watered, fenced and subdivided; good house, cowshed, yards, all conveniences; handy to school, factory and rail; terms arranged to suit purchaser; apply early for particulars. acres well grassed, watered, fenced and subdivided; good house, cowshed, yards, all conveniences; handy to school, factory and rail; terms arranged to suit purchaser; apply early for particulars. bbox=[834, 1049, 965, 1125]
ad-filler-text: acres well grassed, watered, fenced and subdivided; good house, cowshed, yards, all conveniences; handy to school, factory and rail; terms arranged to suit purchaser; apply early for particulars. acres well grassed, watered, fenced and subdivided; good house, cowshed, yards, all conveniences; handy to school, factory and rail; terms arranged to suit purchaser; apply early for particulars. acres well grassed, watered, fenced and subdivided; good house, cowshed, yards, all conveniences; handy to school, factory and rail; terms arranged to suit purchaser; apply early for particulars. acres well grassed, watered, fenced and subdivided; good house, cowshed, yards, all conveniences; handy to school, factory and rail; terms arranged to suit purchaser; apply early for particulars. bbox=[834, 851, 965, 995]
ad-filler-text: acres well grassed, watered, fenced and subdivided; good house, cowshed, yards, all conveniences; handy to school, factory and rail; terms arranged to suit purchaser; apply early for particulars. acres well grassed, watered, fenced and subdivided; good house, cowshed, yards, all conveniences; handy to school, factory and rail; terms arranged to suit purchaser; apply early for particulars. acres well grassed, watered, fenced and subdivided; good house, cowshed, yards, all conveniences; handy to school, factory and rail; terms arranged to suit purchaser; apply early for particulars. acres well grassed, watered, fenced and subdivided; good house, cowshed, yards, all conveniences; handy to school, factory and rail; terms arranged to suit purchaser; apply early for particulars. bbox=[560, 1675, 691, 1820]
ad-signature: FOLEY AND JAGO, Stratford. bbox=[720, 1109, 805, 1117]
ad-filler-text: acres well grassed, watered, fenced and subdivided; good house, cowshed, yards, all conveniences; handy to school, factory and rail; terms arranged to suit purchaser; apply early for particulars. acres well grassed, watered, fenced and subdivided; good house, cowshed, yards, all conveniences; handy to school, factory and rail; terms arranged to suit purchaser; apply early for particulars. acres well grassed, watered, fenced and subdivided; good house, cowshed, yards, all conveniences; handy to school, factory and rail; terms arranged to suit purchaser; apply early for particulars. acres well grassed, watered, fenced and subdivided; good house, cowshed, yards, all conveniences; handy to school, factory and rail; terms arranged to suit purchaser; apply early for particulars. bbox=[697, 1491, 828, 1629]
ad-acreage: 4000 bbox=[148, 1184, 173, 1199]
ad-signature: CAVELL, ROOTS AND CO., Ridgway Street, Wanganui. bbox=[563, 1468, 688, 1484]
ad-body bbox=[286, 595, 416, 762]
ad-text: ACRES, practically all in grass, limestone formation, in Wanganui; good house, woolshed, yards, dip; well watered; about 80 acres ploughable; all in good heart. bbox=[834, 1607, 965, 1637]
ad-text: ACRES Miscellaneous Lease (Fiver Bed). IMPROVEMENTS: 100 acres in grass, 30 acres ploughable; well fenced and subdivided into convenient paddocks. BUILDINGS: Five-roomed whare, smithy, wash shed. bbox=[148, 880, 279, 926]
ad-heading: WORTH INSPECTION. bbox=[38, 1206, 114, 1216]
classified-ad bbox=[286, 1073, 416, 1261]
ad-body bbox=[11, 397, 141, 556]
ad-body bbox=[835, 1473, 965, 1564]
ad-filler-text: acres well grassed, watered, fenced and subdivided; good house, cowshed, yards, all conveniences; handy to school, factory and rail; terms arranged to suit purchaser; apply early for particulars. acres well grassed, watered, fenced and subdivided; good house, cowshed, yards, all conveniences; handy to school, factory and rail; terms arranged to suit purchaser; apply early for particulars. bbox=[422, 121, 553, 190]
ad-body bbox=[285, 287, 416, 404]
classified-ad bbox=[835, 62, 965, 166]
ad-heading: STOP!! LOOK! BEAT THIS IF YOU CAN. SUNNY WAIKATO BARGAIN. bbox=[564, 615, 686, 630]
ad-signature: WELLINGTON RETURNED SOLDIERS' ASSOCIATION. bbox=[980, 1057, 1095, 1073]
ad-signature: GRANT AND CAMPBELL, Land Agents, Hawera, Taranaki. bbox=[293, 1720, 408, 1736]
ad-body bbox=[11, 891, 142, 1061]
ad-filler-text: acres well grassed, watered, fenced and subdivided; good house, cowshed, yards, all conveniences; handy to school, factory and rail; terms arranged to suit purchaser; apply early for particulars. acres well grassed, watered, fenced and subdivided; good house, cowshed, yards, all conveniences; handy to school, factory and rail; terms arranged to suit purchaser; apply early for particulars. acres well grassed, watered, fenced and subdivided; good house, cowshed, yards, all conveniences; handy to school, factory and rail; terms arranged to suit purchaser; apply early for particulars. bbox=[971, 114, 1103, 220]
ad-body bbox=[286, 1400, 416, 1522]
ad-signature: A. L. NOLAN AND CO., Land Agents, Devon Street, New Plymouth. bbox=[975, 584, 1100, 599]
ad-body bbox=[422, 936, 554, 1098]
ad-heading: DAIRY FARMS. bbox=[598, 786, 652, 796]
ad-text: ACRES, Freehold, 6-roomed house, all conveniences, large iron and concrete milking shed; 50 cows milking; 1 mile to factory, school and store. bbox=[148, 1472, 279, 1503]
ad-acreage: 598 bbox=[697, 943, 716, 958]
ad-body bbox=[148, 1045, 278, 1174]
ad-heading: EXCHANGES FOR GOOD DAIRY FARMS OR FOR FIRST MORTGAGES. bbox=[425, 432, 550, 447]
ad-body bbox=[423, 763, 553, 907]
classified-ad bbox=[11, 719, 141, 888]
ad-body bbox=[835, 1149, 965, 1278]
ad-filler-text: acres well grassed, watered, fenced and subdivided; good house, cowshed, yards, all conveniences; handy to school, factory and rail; terms arranged to suit purchaser; apply early for particulars. acres well grassed, watered, fenced and subdivided; good house, cowshed, yards, all conveniences; handy to school, factory and rail; terms arranged to suit purchaser; apply early for particulars. acres well grassed, watered, fenced and subdivided; good house, cowshed, yards, all conveniences; handy to school, factory and rail; terms arranged to suit purchaser; apply early for particulars. bbox=[422, 278, 553, 392]
section-header: RURAL LAND FOR SALE. bbox=[286, 44, 416, 58]
classified-ad bbox=[835, 650, 965, 811]
ad-body bbox=[835, 549, 965, 640]
ad-acreage: 1000 bbox=[834, 1024, 859, 1039]
ad-heading: MIXED FARM. bbox=[51, 385, 101, 395]
ad-signature: HERBERT HEWITT, HAMILTON AND DANNEVIRKE. bbox=[296, 407, 406, 423]
ad-filler-text: acres well grassed, watered, fenced and subdivided; good house, cowshed, yards, all conveniences; handy to school, factory and rail; terms arranged to suit purchaser; apply early for particulars. acres well grassed, watered, fenced and subdivided; good house, cowshed, yards, all conveniences; handy to school, factory and rail; terms arranged to suit purchaser; apply early for particulars. acres well grassed, watered, fenced and subdivided; good house, cowshed, yards, all conveniences; handy to school, factory and rail; terms arranged to suit purchaser; apply early for particulars. bbox=[148, 1067, 279, 1174]
ad-body bbox=[11, 1218, 141, 1355]
ad-text: ACRES of first-class Limestone and Papa Country. Between 1300 and 1600 acres in grass; 5-roomed house, woolshed, yards. bbox=[697, 1140, 828, 1163]
ad-filler-text: acres well grassed, watered, fenced and subdivided; good house, cowshed, yards, all conveniences; handy to school, factory and rail; terms arranged to suit purchaser; apply early for particulars. acres well grassed, watered, fenced and subdivided; good house, cowshed, yards, all conveniences; handy to school, factory and rail; terms arranged to suit purchaser; apply early for particulars. bbox=[11, 106, 142, 182]
ad-filler-text: acres well grassed, watered, fenced and subdivided; good house, cowshed, yards, all conveniences; handy to school, factory and rail; terms arranged to suit purchaser; apply early for particulars. acres well grassed, watered, fenced and subdivided; good house, cowshed, yards, all conveniences; handy to school, factory and rail; terms arranged to suit purchaser; apply early for particulars. acres well grassed, watered, fenced and subdivided; good house, cowshed, yards, all conveniences; handy to school, factory and rail; terms arranged to suit purchaser; apply early for particulars. acres well grassed, watered, fenced and subdivided; good house, cowshed, yards, all conveniences; handy to school, factory and rail; terms arranged to suit purchaser; apply early for particulars. bbox=[285, 1110, 416, 1254]
ad-acreage: 200 bbox=[834, 169, 853, 184]
ad-signature: H. A. GOODALL AND CO., Land Agents, BULLS. bbox=[430, 1212, 545, 1228]
ad-text: ACRES of first-class dairying land, in the sunny Waikato, only 2 miles from Cambridge; 1 mile to school, and ½ mile to factory. Title Freehold; 5-roomed house with all conveniences. PRICE, £315 per acre, with £3000 cash. Balance on mortgage for 7 years at 5½ per cent. bbox=[422, 76, 553, 129]
column-4 bbox=[420, 44, 557, 1732]
ad-filler-text: acres well grassed, watered, fenced and subdivided; good house, cowshed, yards, all conveniences; handy to school, factory and rail; terms arranged to suit purchaser; apply early for particulars. acres well grassed, watered, fenced and subdivided; good house, cowshed, yards, all conveniences; handy to school, factory and rail; terms arranged to suit purchaser; apply early for particulars. bbox=[697, 705, 828, 781]
ad-text: ACRES, all in grass, 11 acres swedes, 9 paddocks, plantations, etc.; all flat and well watered; new dwelling; cowshed; woolshed; fences in good order. bbox=[148, 293, 279, 324]
ad-body bbox=[560, 1505, 691, 1637]
ad-acreage: 1887 bbox=[422, 448, 447, 463]
ad-filler-text: acres well grassed, watered, fenced and subdivided; good house, cowshed, yards, all conveniences; handy to school, factory and rail; terms arranged to suit purchaser; apply early for particulars. acres well grassed, watered, fenced and subdivided; good house, cowshed, yards, all conveniences; handy to school, factory and rail; terms arranged to suit purchaser; apply early for particulars. acres well grassed, watered, fenced and subdivided; good house, cowshed, yards, all conveniences; handy to school, factory and rail; terms arranged to suit purchaser; apply early for particulars. acres well grassed, watered, fenced and subdivided; good house, cowshed, yards, all conveniences; handy to school, factory and rail; terms arranged to suit purchaser; apply early for particulars. bbox=[11, 1393, 142, 1538]
ad-acreage: 240 bbox=[422, 223, 441, 238]
ad-body bbox=[423, 1110, 553, 1209]
ad-body bbox=[560, 484, 690, 583]
ad-text: ACRES, FREEHOLD, and 180 Acres Leasehold, adjoining; old-established place; in good heart. Well subdivided. bbox=[560, 1660, 691, 1683]
ad-signature: A. L. HUNTER AND CO., Land and General Commission Agents, P.O. Box 217, King Street, New Plymouth. bbox=[973, 397, 1101, 420]
ad-text: ACRES, Freehold, near Raetihi, all stumped; good road; 140 acres well grassed, balance in crop. PRICE £25 per acre. bbox=[560, 969, 691, 992]
page-number: 11 bbox=[1081, 8, 1100, 30]
ad-signature: E. M. SMITH (Successor to Gilchrist and Kidd), 21 Rangitikei Street, Palmerston North. bbox=[698, 1747, 827, 1762]
classified-ad bbox=[560, 62, 690, 254]
classified-ad bbox=[560, 783, 690, 963]
classified-ad bbox=[11, 891, 141, 1079]
ad-text: ACRES, on good road, Freehold, all in grass; 300 ploughed and ploughable; well watered; 4 paddocks; mixed sheep and dairying. bbox=[285, 1557, 416, 1580]
ad-filler-text: acres well grassed, watered, fenced and subdivided; good house, cowshed, yards, all conveniences; handy to school, factory and rail; terms arranged to suit purchaser; apply early for particulars. acres well grassed, watered, fenced and subdivided; good house, cowshed, yards, all conveniences; handy to school, factory and rail; terms arranged to suit purchaser; apply early for particulars. acres well grassed, watered, fenced and subdivided; good house, cowshed, yards, all conveniences; handy to school, factory and rail; terms arranged to suit purchaser; apply early for particulars. acres well grassed, watered, fenced and subdivided; good house, cowshed, yards, all conveniences; handy to school, factory and rail; terms arranged to suit purchaser; apply early for particulars. bbox=[971, 1111, 1103, 1256]
ad-filler-text: acres well grassed, watered, fenced and subdivided; good house, cowshed, yards, all conveniences; handy to school, factory and rail; terms arranged to suit purchaser; apply early for particulars. acres well grassed, watered, fenced and subdivided; good house, cowshed, yards, all conveniences; handy to school, factory and rail; terms arranged to suit purchaser; apply early for particulars. acres well grassed, watered, fenced and subdivided; good house, cowshed, yards, all conveniences; handy to school, factory and rail; terms arranged to suit purchaser; apply early for particulars. bbox=[285, 938, 416, 1052]
ad-filler-text: acres well grassed, watered, fenced and subdivided; good house, cowshed, yards, all conveniences; handy to school, factory and rail; terms arranged to suit purchaser; apply early for particulars. acres well grassed, watered, fenced and subdivided; good house, cowshed, yards, all conveniences; handy to school, factory and rail; terms arranged to suit purchaser; apply early for particulars. acres well grassed, watered, fenced and subdivided; good house, cowshed, yards, all conveniences; handy to school, factory and rail; terms arranged to suit purchaser; apply early for particulars. bbox=[422, 1262, 553, 1377]
ad-acreage: 250 bbox=[422, 627, 441, 642]
classified-ad bbox=[423, 211, 553, 425]
classified-ad bbox=[697, 523, 827, 684]
ad-text: ACRES, Tenure Leasehold, 21 years, renewable into perpetual lease. bbox=[168, 716, 279, 732]
ad-body bbox=[11, 733, 141, 870]
ad-acreage: 55 bbox=[285, 1085, 298, 1100]
ad-text: HANDY little Sheep Run, comprising 1800 acres freehold, all in grass, undulating to hilly country. Carries 2000 sheep and 150 cattle. Well fenced and subdivided. bbox=[422, 1412, 553, 1442]
classified-ad bbox=[11, 1375, 141, 1555]
ad-text: ACRES, Freehold, 90 acres still in bush, balance in grass, excepting a few acres in crop. 150 acres ploughable. bbox=[148, 1357, 279, 1380]
ad-acreage: 23 bbox=[422, 936, 435, 951]
ad-heading: "MOMONA ESTATE." FOR PRIVATE SALE. bbox=[149, 65, 278, 73]
column-1 bbox=[8, 44, 145, 1728]
classified-ad bbox=[423, 626, 553, 738]
ad-heading: PICK OF THE WAIKATO. TE AWAMUTU - GOING CONCERN. bbox=[837, 340, 963, 356]
ad-signature: W. A. EDWARDS AND CO. LTD., Napier. bbox=[567, 1823, 683, 1831]
column-6 bbox=[694, 44, 831, 1934]
ad-body bbox=[834, 169, 965, 309]
ad-filler-text: acres well grassed, watered, fenced and subdivided; good house, cowshed, yards, all conveniences; handy to school, factory and rail; terms arranged to suit purchaser; apply early for particulars. acres well grassed, watered, fenced and subdivided; good house, cowshed, yards, all conveniences; handy to school, factory and rail; terms arranged to suit purchaser; apply early for particulars. acres well grassed, watered, fenced and subdivided; good house, cowshed, yards, all conveniences; handy to school, factory and rail; terms arranged to suit purchaser; apply early for particulars. bbox=[148, 1495, 279, 1601]
ad-text: ACRES, O.R.P., good grazing country, on good metalled road in Taranaki; 5-roomed house. DON'T MISS IT. bbox=[697, 945, 828, 969]
ad-filler-text: acres well grassed, watered, fenced and subdivided; good house, cowshed, yards, all conveniences; handy to school, factory and rail; terms arranged to suit purchaser; apply early for particulars. acres well grassed, watered, fenced and subdivided; good house, cowshed, yards, all conveniences; handy to school, factory and rail; terms arranged to suit purchaser; apply early for particulars. acres well grassed, watered, fenced and subdivided; good house, cowshed, yards, all conveniences; handy to school, factory and rail; terms arranged to suit purchaser; apply early for particulars. bbox=[697, 1312, 828, 1419]
ad-body bbox=[560, 1217, 690, 1369]
ad-acreage: 425 bbox=[285, 74, 304, 89]
ad-heading: CHOICE FARM. bbox=[324, 64, 378, 74]
